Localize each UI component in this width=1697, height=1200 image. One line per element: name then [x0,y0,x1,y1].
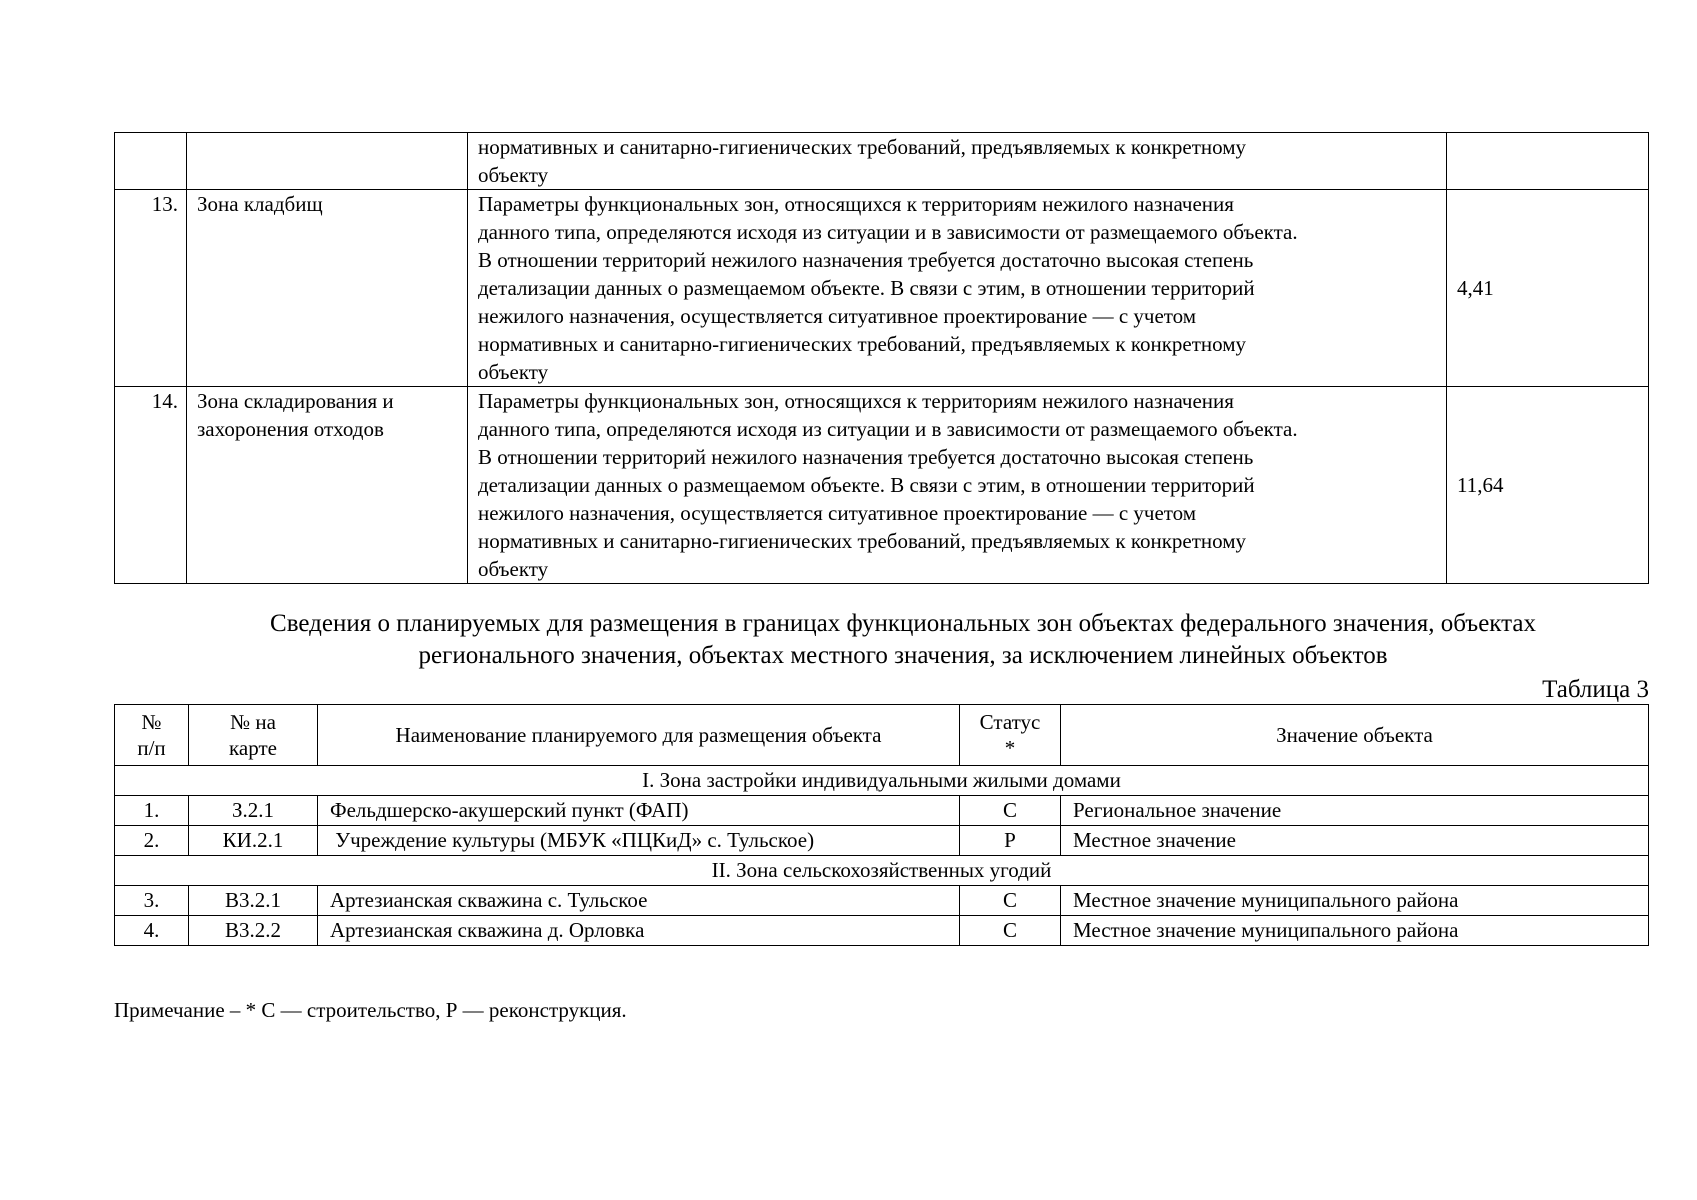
section-heading [160,608,1646,672]
text-line: объекту [478,163,549,187]
heading-line: регионального значения, объектах местного значения, за исключением линейных объектов [418,642,1388,669]
object-significance: Местное значение [1061,826,1649,856]
planned-objects-table [114,704,1649,946]
text-line: объекту [478,557,549,581]
map-number: КИ.2.1 [189,826,318,856]
text-line: Параметры функциональных зон, относящихся к территориям нежилого назначения [478,192,1234,216]
object-significance: Региональное значение [1061,796,1649,826]
map-number: З.2.1 [189,796,318,826]
table-row [115,886,1649,916]
zone-parameters [468,190,1447,387]
object-name: Артезианская скважина с. Тульское [318,886,960,916]
zone-name [187,190,468,387]
section-row [115,856,1649,886]
object-significance: Местное значение муниципального района [1061,916,1649,946]
zone-parameters [468,133,1447,190]
table-header-row [115,705,1649,766]
map-number: В3.2.2 [189,916,318,946]
table-row [115,190,1649,387]
row-number: 2. [115,826,189,856]
section-row [115,766,1649,796]
zone-area: 11,64 [1447,387,1649,584]
text-line: захоронения отходов [197,417,384,441]
text-line: данного типа, определяются исходя из ситуации и в зависимости от размещаемого объекта. [478,417,1298,441]
text-line: данного типа, определяются исходя из ситуации и в зависимости от размещаемого объекта. [478,220,1298,244]
footnote: Примечание – * С — строительство, Р — реконструкция. [114,998,627,1022]
object-status: С [960,796,1061,826]
table-row [115,133,1649,190]
section-title: II. Зона сельскохозяйственных угодий [115,856,1649,886]
header-number [115,705,189,766]
header-map-number [189,705,318,766]
object-name: Учреждение культуры (МБУК «ПЦКиД» с. Тульское) [318,826,960,856]
row-number: 4. [115,916,189,946]
zone-area [1447,133,1649,190]
text-line: нормативных и санитарно-гигиенических требований, предъявляемых к конкретному [478,135,1247,159]
text-line: нормативных и санитарно-гигиенических требований, предъявляемых к конкретному [478,529,1247,553]
heading-line: Сведения о планируемых для размещения в границах функциональных зон объектах федерального значения, объектах [270,610,1536,637]
table-row [115,796,1649,826]
row-number [115,133,187,190]
object-status: С [960,886,1061,916]
row-number: 3. [115,886,189,916]
text-line: нежилого назначения, осуществляется ситуативное проектирование — с учетом [478,501,1197,525]
text-line: нормативных и санитарно-гигиенических требований, предъявляемых к конкретному [478,332,1247,356]
text-line: детализации данных о размещаемом объекте. В связи с этим, в отношении территорий [478,276,1255,300]
text-line: Зона кладбищ [197,192,323,216]
text-line: В отношении территорий нежилого назначения требуется достаточно высокая степень [478,445,1254,469]
map-number: В3.2.1 [189,886,318,916]
table-row [115,387,1649,584]
zone-parameters [468,387,1447,584]
text-line: нежилого назначения, осуществляется ситуативное проектирование — с учетом [478,304,1197,328]
table-row [115,826,1649,856]
header-text: * [1004,736,1016,760]
header-status [960,705,1061,766]
header-text: № [141,710,162,734]
object-name: Фельдшерско-акушерский пункт (ФАП) [318,796,960,826]
text-line: Зона складирования и [197,389,394,413]
object-name: Артезианская скважина д. Орловка [318,916,960,946]
header-object-name: Наименование планируемого для размещения объекта [318,705,960,766]
row-number: 14. [115,387,187,584]
text-line: объекту [478,360,549,384]
header-significance: Значение объекта [1061,705,1649,766]
row-number: 13. [115,190,187,387]
header-text: п/п [137,736,166,760]
object-status: С [960,916,1061,946]
header-text: № на [230,710,276,734]
object-significance: Местное значение муниципального района [1061,886,1649,916]
object-status: Р [960,826,1061,856]
zone-name [187,133,468,190]
header-text: карте [229,736,277,760]
header-text: Статус [979,710,1041,734]
row-number: 1. [115,796,189,826]
text-line: детализации данных о размещаемом объекте. В связи с этим, в отношении территорий [478,473,1255,497]
text-line: Параметры функциональных зон, относящихся к территориям нежилого назначения [478,389,1234,413]
table-row [115,916,1649,946]
section-title: I. Зона застройки индивидуальными жилыми домами [115,766,1649,796]
table-caption: Таблица 3 [1542,676,1649,703]
zone-name [187,387,468,584]
zone-area: 4,41 [1447,190,1649,387]
zones-table [114,132,1649,584]
text-line: В отношении территорий нежилого назначения требуется достаточно высокая степень [478,248,1254,272]
